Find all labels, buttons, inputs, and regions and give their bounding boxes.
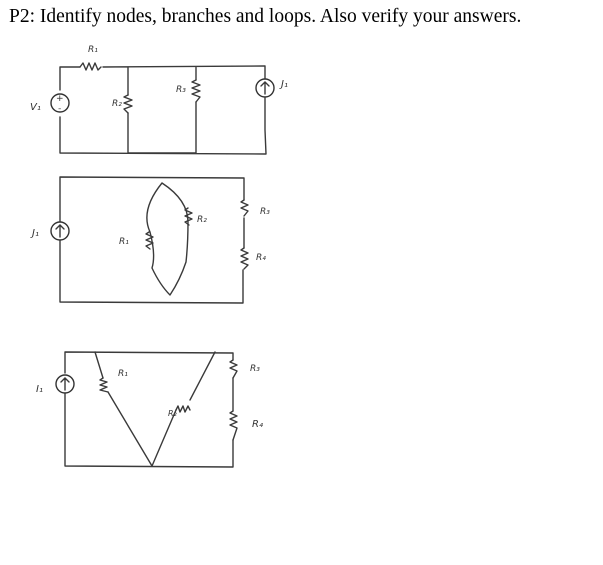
circuit-2-r4-resistor <box>241 248 248 269</box>
circuit-3-r1-resistor <box>100 378 108 392</box>
circuit-2-r3-resistor <box>241 200 248 216</box>
circuit-3-wires <box>65 352 233 467</box>
circuit-1-r1-resistor <box>80 63 101 70</box>
circuit-3-v-shape <box>95 352 215 466</box>
problem-title: P2: Identify nodes, branches and loops. Also verify your answers. <box>9 6 522 27</box>
circuit-2-label-r3: R₃ <box>260 207 270 217</box>
circuit-1 <box>30 45 288 154</box>
circuit-2-label-r1: R₁ <box>119 237 129 247</box>
circuit-3-r4-resistor <box>230 411 237 440</box>
circuit-3-label-r1: R₁ <box>118 369 128 379</box>
circuit-1-label-r2: R₂ <box>112 99 122 109</box>
circuit-1-source-minus: - <box>58 104 62 114</box>
circuit-2-label-r4: R₄ <box>256 253 266 263</box>
circuit-1-r2-resistor <box>124 95 132 113</box>
circuit-3-label-r4: R₄ <box>252 419 263 430</box>
circuit-1-label-v1: V₁ <box>30 102 41 113</box>
circuit-2-label-r2: R₂ <box>197 215 207 225</box>
circuit-3-label-r3: R₃ <box>250 364 260 374</box>
circuit-1-label-r1: R₁ <box>88 45 98 55</box>
circuit-3-r2-resistor <box>176 406 190 412</box>
circuit-3 <box>36 352 263 467</box>
circuit-3-r3-resistor <box>230 360 237 378</box>
circuit-1-wires <box>60 66 266 154</box>
circuit-2-diamond <box>147 183 188 295</box>
circuit-1-label-j1: J₁ <box>281 79 288 90</box>
circuit-1-r3-resistor <box>192 80 200 102</box>
circuit-2 <box>30 177 270 303</box>
circuit-1-source-plus: + <box>56 94 64 104</box>
circuit-3-label-r2: R₂ <box>168 409 177 418</box>
circuit-1-label-r3: R₃ <box>176 85 186 95</box>
circuit-2-label-j1: J₁ <box>32 228 39 239</box>
circuit-3-label-i1: I₁ <box>36 384 43 395</box>
